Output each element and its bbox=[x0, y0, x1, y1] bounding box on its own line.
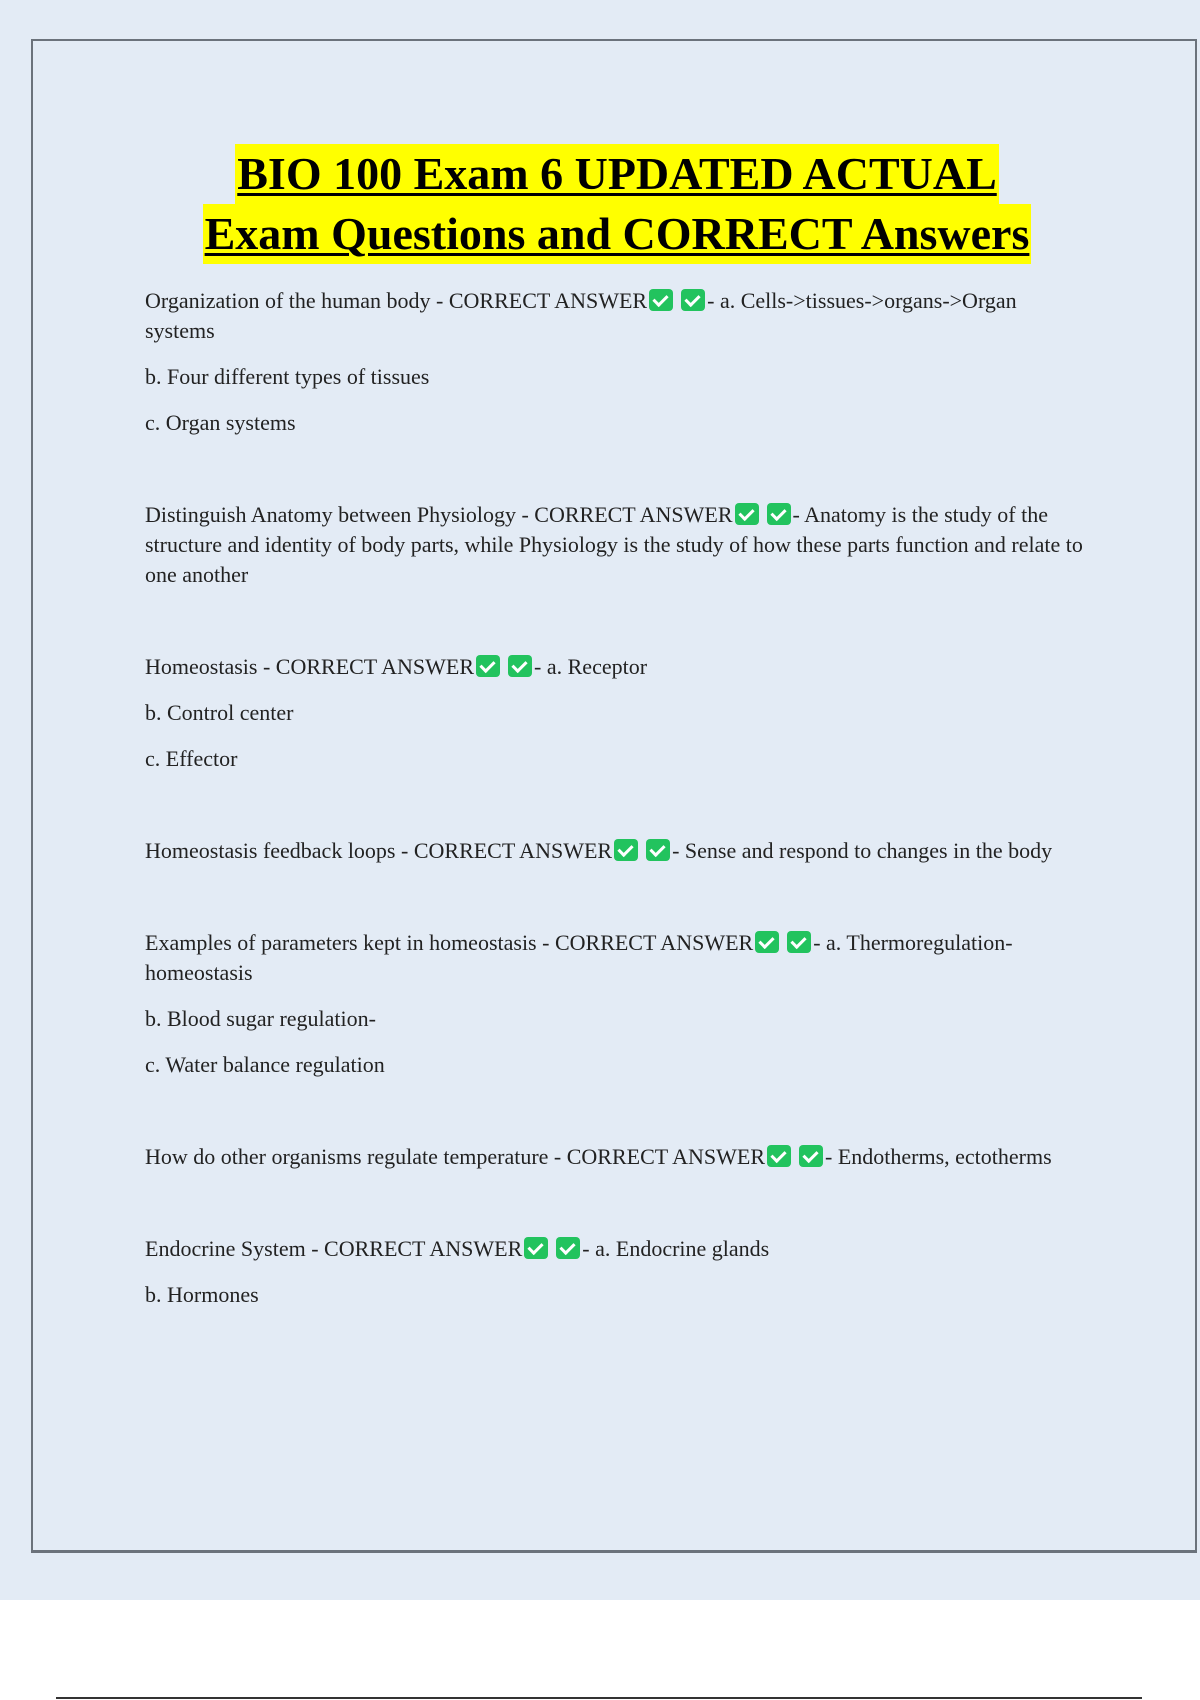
question-text: Distinguish Anatomy between Physiology bbox=[145, 502, 516, 527]
qa-item bbox=[145, 500, 1085, 590]
answer-text: Endotherms, ectotherms bbox=[837, 1144, 1052, 1169]
check-box-icon bbox=[735, 503, 759, 525]
check-box-icon bbox=[767, 503, 791, 525]
check-box-icon bbox=[646, 839, 670, 861]
qa-item bbox=[145, 1142, 1085, 1172]
separator: - bbox=[672, 838, 680, 863]
separator: - bbox=[521, 502, 529, 527]
check-box-icon bbox=[476, 655, 500, 677]
check-box-icon bbox=[787, 931, 811, 953]
separator: - bbox=[311, 1236, 319, 1261]
separator: - bbox=[401, 838, 409, 863]
separator: - bbox=[582, 1236, 590, 1261]
qa-item bbox=[145, 836, 1085, 866]
check-box-icon bbox=[556, 1237, 580, 1259]
qa-question-line bbox=[145, 836, 1085, 866]
check-box-icon bbox=[524, 1237, 548, 1259]
qa-question-line bbox=[145, 500, 1085, 590]
question-text: Homeostasis feedback loops bbox=[145, 838, 396, 863]
answer-marker: CORRECT ANSWER bbox=[413, 838, 613, 863]
document-title bbox=[31, 144, 1200, 264]
qa-question-line bbox=[145, 928, 1085, 988]
qa-item bbox=[145, 286, 1085, 438]
check-box-icon bbox=[755, 931, 779, 953]
separator: - bbox=[262, 654, 271, 679]
separator: - bbox=[813, 930, 821, 955]
qa-item bbox=[145, 928, 1085, 1080]
question-text: Homeostasis bbox=[145, 654, 258, 679]
answer-marker: CORRECT ANSWER bbox=[566, 1144, 765, 1169]
answer-text: a. Thermoregulation-homeostasis bbox=[145, 930, 1013, 985]
qa-item bbox=[145, 1234, 1085, 1310]
answer-marker: CORRECT ANSWER bbox=[554, 930, 754, 955]
check-box-icon bbox=[681, 289, 705, 311]
answer-extra-line: c. Water balance regulation bbox=[145, 1052, 385, 1077]
title-line-2: Exam Questions and CORRECT Answers bbox=[203, 204, 1032, 264]
qa-list bbox=[145, 286, 1085, 1326]
answer-marker: CORRECT ANSWER bbox=[324, 1236, 523, 1261]
separator: - bbox=[534, 654, 542, 679]
answer-text: a. Cells->tissues->organs->Organ systems bbox=[145, 288, 1017, 343]
answer-extra-line: b. Control center bbox=[145, 700, 294, 725]
footer-rule bbox=[56, 1697, 1142, 1699]
answer-extra-line: c. Effector bbox=[145, 746, 238, 771]
answer-marker: CORRECT ANSWER bbox=[534, 502, 733, 527]
answer-text: a. Receptor bbox=[546, 654, 648, 679]
check-box-icon bbox=[767, 1145, 791, 1167]
separator: - bbox=[542, 930, 550, 955]
question-text: How do other organisms regulate temperature bbox=[145, 1144, 549, 1169]
separator: - bbox=[436, 288, 444, 313]
question-text: Endocrine System bbox=[145, 1236, 306, 1261]
answer-text: a. Endocrine glands bbox=[595, 1236, 770, 1261]
answer-extra-line: b. Four different types of tissues bbox=[145, 364, 430, 389]
answer-marker: CORRECT ANSWER bbox=[448, 288, 648, 313]
question-text: Organization of the human body bbox=[145, 288, 431, 313]
answer-marker: CORRECT ANSWER bbox=[275, 654, 475, 679]
answer-extra-line: b. Blood sugar regulation- bbox=[145, 1006, 376, 1031]
check-box-icon bbox=[508, 655, 532, 677]
separator: - bbox=[792, 502, 800, 527]
check-box-icon bbox=[614, 839, 638, 861]
qa-question-line bbox=[145, 652, 1085, 682]
qa-question-line bbox=[145, 286, 1085, 346]
qa-question-line bbox=[145, 1234, 1085, 1264]
separator: - bbox=[825, 1144, 833, 1169]
answer-text: Sense and respond to changes in the body bbox=[684, 838, 1053, 863]
answer-text: Anatomy is the study of the structure and identity of body parts, while Physiology is the study of how these parts function and relate to one another bbox=[145, 502, 1083, 587]
answer-extra-line: b. Hormones bbox=[145, 1282, 259, 1307]
qa-question-line bbox=[145, 1142, 1085, 1172]
check-box-icon bbox=[799, 1145, 823, 1167]
title-line-1: BIO 100 Exam 6 UPDATED ACTUAL bbox=[235, 144, 999, 204]
check-box-icon bbox=[649, 289, 673, 311]
separator: - bbox=[707, 288, 715, 313]
separator: - bbox=[553, 1144, 562, 1169]
qa-item bbox=[145, 652, 1085, 774]
answer-extra-line: c. Organ systems bbox=[145, 410, 296, 435]
question-text: Examples of parameters kept in homeostasis bbox=[145, 930, 537, 955]
